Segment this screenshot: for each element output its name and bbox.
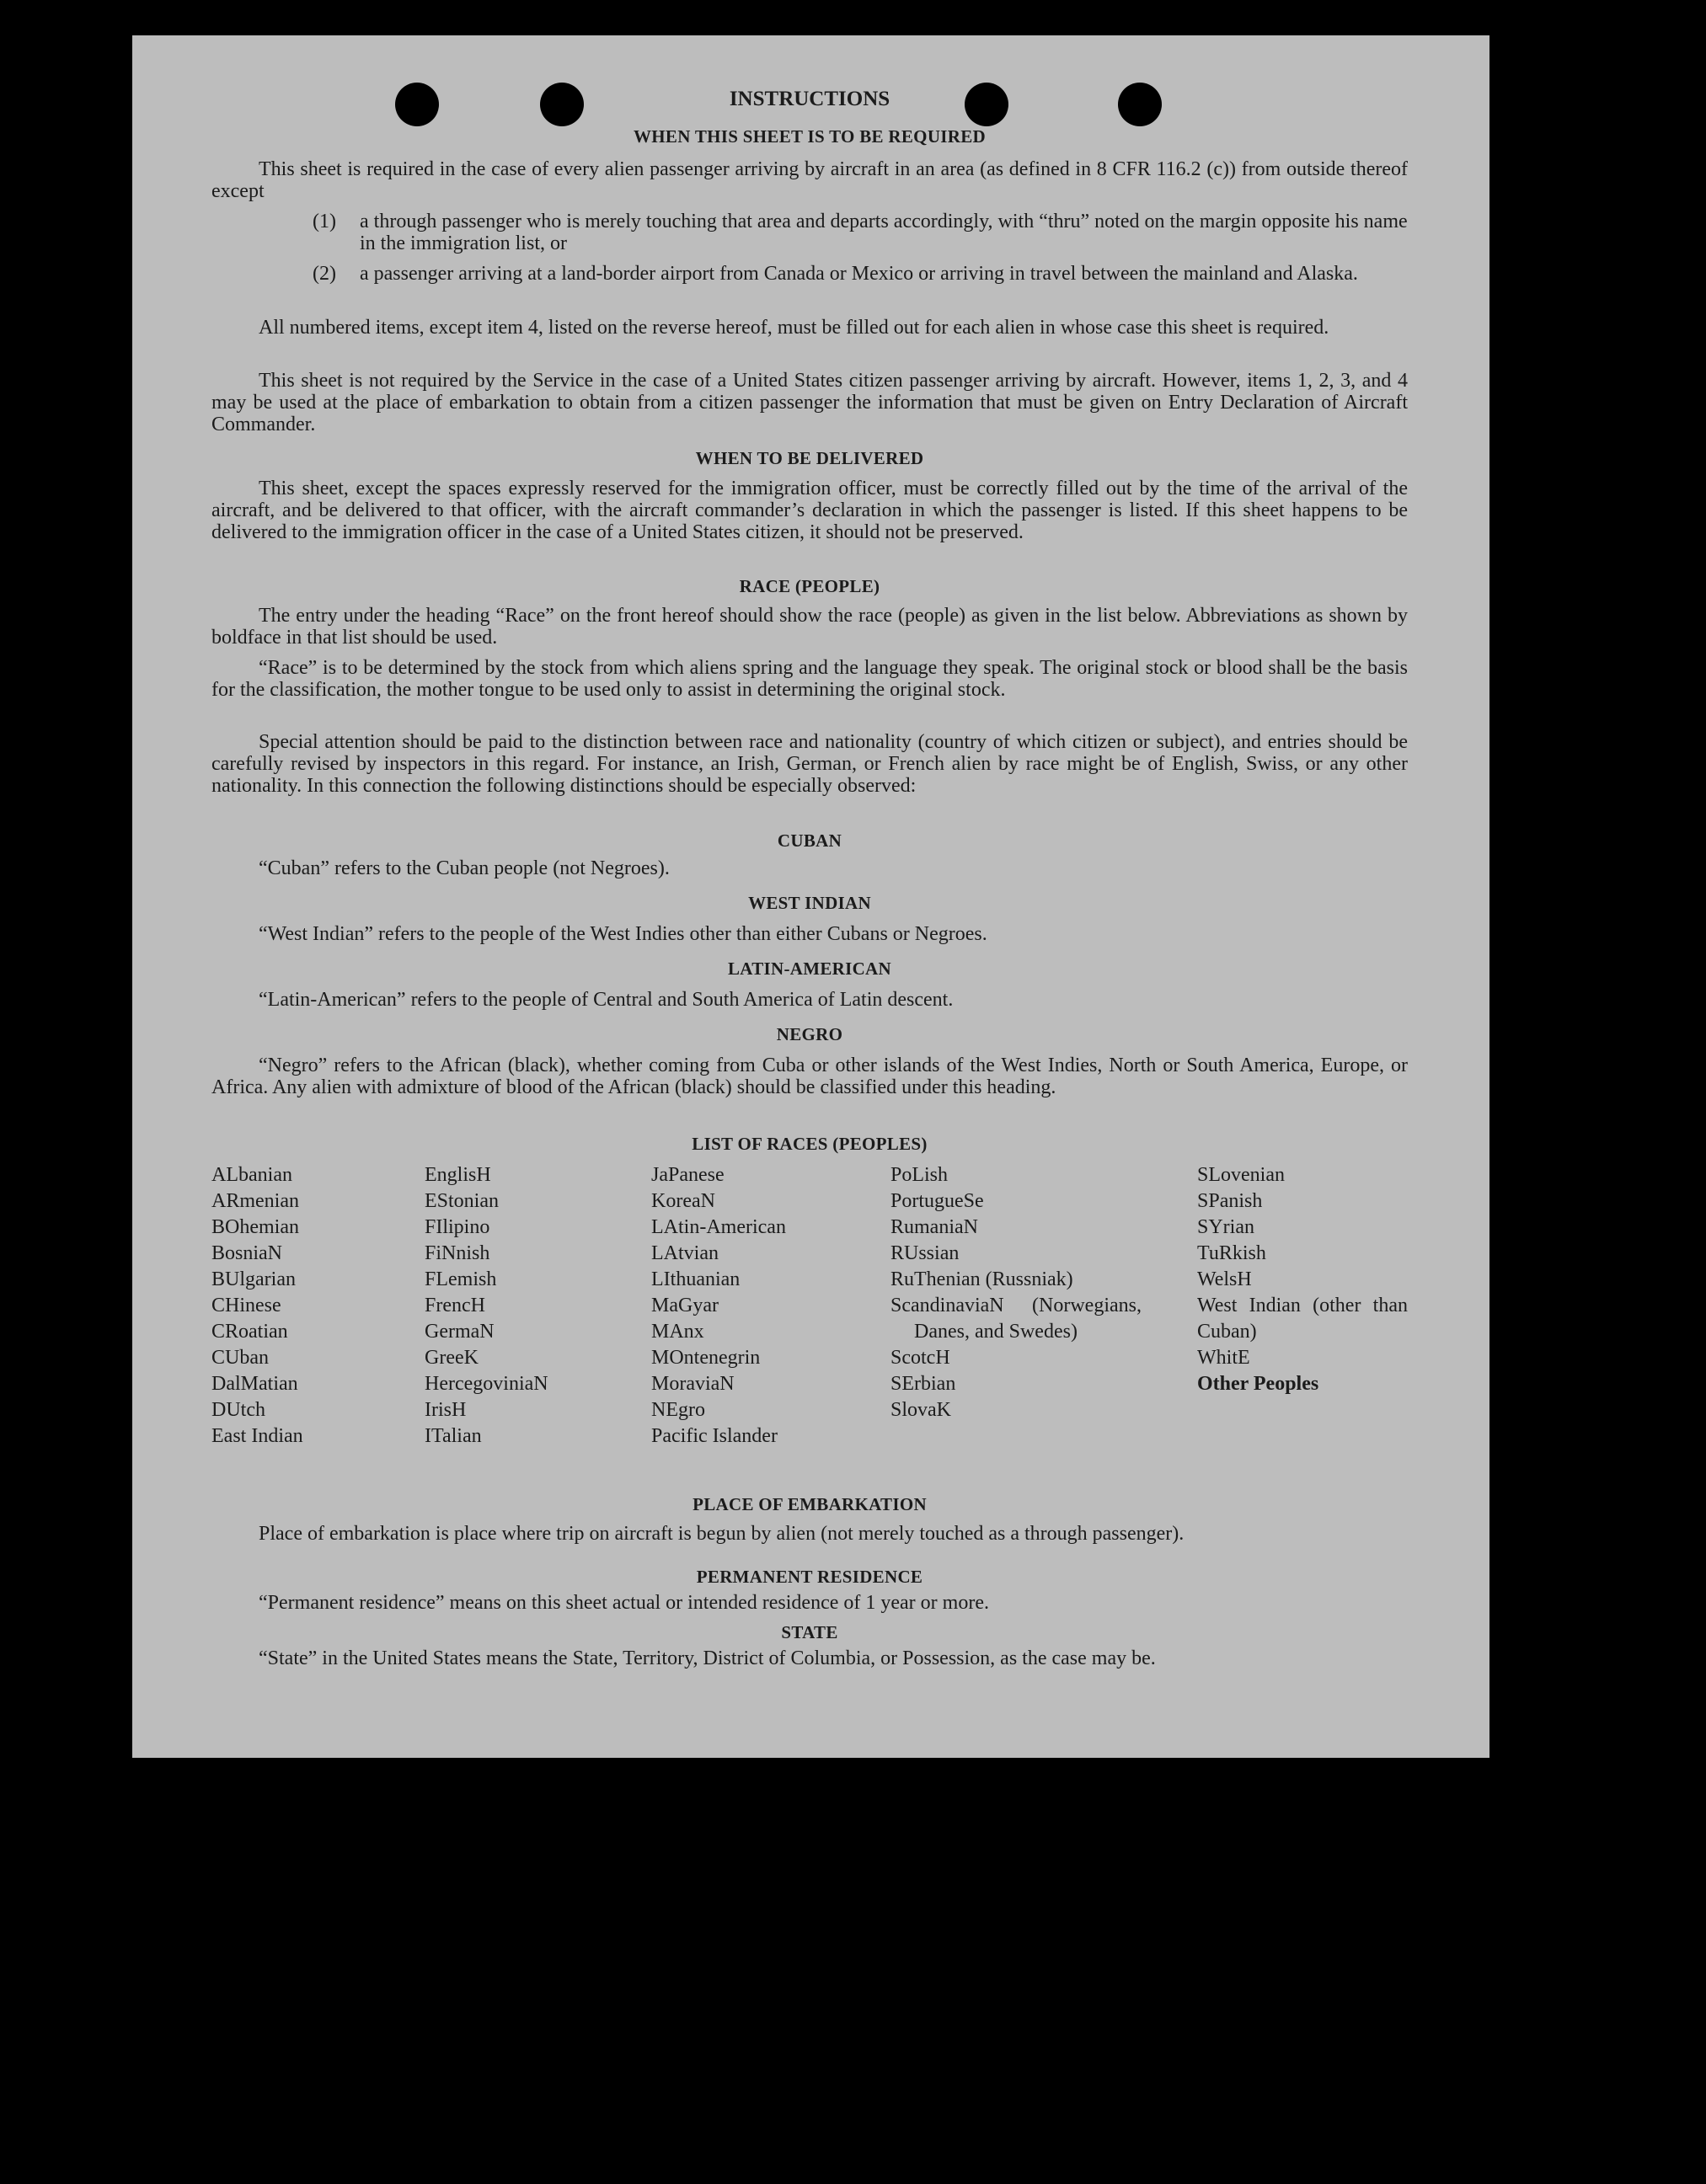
race-entry: SlovaK	[890, 1399, 951, 1421]
document-page	[132, 35, 1489, 1758]
paragraph-negro: “Negro” refers to the African (black), whether coming from Cuba or other islands of the West Indies, North or South America, Europe, or Africa. Any alien with admixture of blood of the African (black) should be classified under this heading.	[211, 1055, 1408, 1098]
race-entry: CHinese	[211, 1295, 281, 1316]
heading-residence: PERMANENT RESIDENCE	[696, 1567, 923, 1587]
page-title: INSTRUCTIONS	[729, 88, 890, 110]
race-entry: East Indian	[211, 1425, 303, 1447]
heading-cuban: CUBAN	[777, 830, 842, 851]
paragraph-required-1: This sheet is required in the case of every alien passenger arriving by aircraft in an area (as defined in 8 CFR 116.2 (c)) from outside thereof except	[211, 158, 1408, 202]
paragraph-race-2: “Race” is to be determined by the stock from which aliens spring and the language they speak. The original stock or blood shall be the basis for the classification, the mother tongue to be used only to assist in determining the original stock.	[211, 657, 1408, 701]
race-entry: RuThenian (Russniak)	[890, 1268, 1073, 1290]
race-entry: RUssian	[890, 1242, 960, 1264]
race-entry: TuRkish	[1197, 1242, 1266, 1264]
list-item-text: a passenger arriving at a land-border airport from Canada or Mexico or arriving in travel between the mainland and Alaska.	[360, 263, 1358, 285]
race-entry: LIthuanian	[651, 1268, 741, 1290]
race-entry: ScandinaviaN (Norwegians, Danes, and Swedes)	[890, 1295, 1142, 1343]
heading-state: STATE	[781, 1622, 838, 1642]
list-item-number: (2)	[313, 263, 336, 285]
race-entry: FLemish	[425, 1268, 497, 1290]
paragraph-required-2: All numbered items, except item 4, listed on the reverse hereof, must be filled out for each alien in whose case this sheet is required.	[259, 317, 1329, 339]
race-entry: RumaniaN	[890, 1216, 978, 1238]
race-entry: SPanish	[1197, 1190, 1263, 1212]
race-entry: SYrian	[1197, 1216, 1254, 1238]
list-item-number: (1)	[313, 211, 336, 232]
race-entry: SErbian	[890, 1373, 956, 1395]
paragraph-cuban: “Cuban” refers to the Cuban people (not Negroes).	[259, 857, 670, 879]
paragraph-required-3: This sheet is not required by the Service in the case of a United States citizen passenger arriving by aircraft. However, items 1, 2, 3, and 4 may be used at the place of embarkation to obtain from a citizen passenger the information that must be given on Entry Declaration of Aircraft Commander.	[211, 370, 1408, 435]
race-entry: EnglisH	[425, 1164, 491, 1186]
race-entry: ALbanian	[211, 1164, 292, 1186]
race-entry: WhitE	[1197, 1347, 1250, 1369]
race-entry: BUlgarian	[211, 1268, 296, 1290]
heading-west-indian: WEST INDIAN	[748, 893, 871, 913]
race-entry: West Indian (other than Cuban)	[1197, 1295, 1408, 1343]
paragraph-race-3: Special attention should be paid to the distinction between race and nationality (country of which citizen or subject), and entries should be carefully revised by inspectors in this regard. For instance, an Irish, German, or French alien by race might be of English, Swiss, or any other nationality. In this connection the following distinctions should be especially observed:	[211, 731, 1408, 797]
race-entry: EStonian	[425, 1190, 499, 1212]
paragraph-state: “State” in the United States means the State, Territory, District of Columbia, or Possession, as the case may be.	[259, 1647, 1156, 1669]
race-entry: PoLish	[890, 1164, 949, 1186]
paragraph-west-indian: “West Indian” refers to the people of the West Indies other than either Cubans or Negroes.	[259, 923, 987, 945]
heading-embarkation: PLACE OF EMBARKATION	[693, 1494, 927, 1514]
race-entry: JaPanese	[651, 1164, 725, 1186]
race-entry: LAtvian	[651, 1242, 719, 1264]
race-entry: Other Peoples	[1197, 1373, 1319, 1395]
race-entry: FIlipino	[425, 1216, 490, 1238]
list-item-text: a through passenger who is merely touching that area and departs accordingly, with “thru” noted on the margin opposite his name in the immigration list, or	[360, 211, 1408, 254]
paragraph-residence: “Permanent residence” means on this sheet actual or intended residence of 1 year or more.	[259, 1592, 989, 1614]
race-entry: FrencH	[425, 1295, 485, 1316]
paragraph-embarkation: Place of embarkation is place where trip on aircraft is begun by alien (not merely touched as a through passenger).	[259, 1523, 1185, 1545]
paragraph-race-1: The entry under the heading “Race” on the front hereof should show the race (people) as given in the list below. Abbreviations as shown by boldface in that list should be used.	[211, 605, 1408, 649]
heading-negro: NEGRO	[776, 1024, 843, 1044]
race-entry: ScotcH	[890, 1347, 950, 1369]
race-entry: GreeK	[425, 1347, 479, 1369]
heading-race: RACE (PEOPLE)	[739, 576, 880, 596]
races-column-5	[1197, 1162, 1408, 1397]
race-entry: ITalian	[425, 1425, 482, 1447]
heading-latin-american: LATIN-AMERICAN	[728, 959, 891, 979]
race-entry: SLovenian	[1197, 1164, 1285, 1186]
heading-required: WHEN THIS SHEET IS TO BE REQUIRED	[633, 126, 986, 147]
race-entry: ARmenian	[211, 1190, 299, 1212]
race-entry: BOhemian	[211, 1216, 299, 1238]
race-entry: PortugueSe	[890, 1190, 984, 1212]
races-column-4	[890, 1162, 1147, 1423]
race-entry: MOntenegrin	[651, 1347, 761, 1369]
race-entry: LAtin-American	[651, 1216, 786, 1238]
race-entry: CRoatian	[211, 1321, 288, 1343]
heading-delivered: WHEN TO BE DELIVERED	[695, 448, 924, 468]
race-entry: DalMatian	[211, 1373, 298, 1395]
race-entry: Pacific Islander	[651, 1425, 778, 1447]
race-entry: IrisH	[425, 1399, 467, 1421]
paragraph-latin-american: “Latin-American” refers to the people of Central and South America of Latin descent.	[259, 989, 954, 1011]
race-entry: FiNnish	[425, 1242, 490, 1264]
race-entry: MoraviaN	[651, 1373, 735, 1395]
races-column-2	[425, 1162, 644, 1450]
race-entry: NEgro	[651, 1399, 705, 1421]
race-entry: CUban	[211, 1347, 269, 1369]
race-entry: GermaN	[425, 1321, 495, 1343]
races-column-1	[211, 1162, 422, 1450]
paragraph-delivered: This sheet, except the spaces expressly reserved for the immigration officer, must be correctly filled out by the time of the arrival of the aircraft, and be delivered to that officer, with the aircraft commander’s declaration in which the passenger is listed. If this sheet happens to be delivered to the immigration officer in the case of a United States citizen, it should not be preserved.	[211, 478, 1408, 543]
heading-list-of-races: LIST OF RACES (PEOPLES)	[692, 1134, 928, 1154]
race-entry: HercegoviniaN	[425, 1373, 548, 1395]
race-entry: MaGyar	[651, 1295, 719, 1316]
race-entry: MAnx	[651, 1321, 704, 1343]
race-entry: KoreaN	[651, 1190, 715, 1212]
race-entry: WelsH	[1197, 1268, 1252, 1290]
race-entry: DUtch	[211, 1399, 265, 1421]
race-entry: BosniaN	[211, 1242, 282, 1264]
races-column-3	[651, 1162, 879, 1450]
